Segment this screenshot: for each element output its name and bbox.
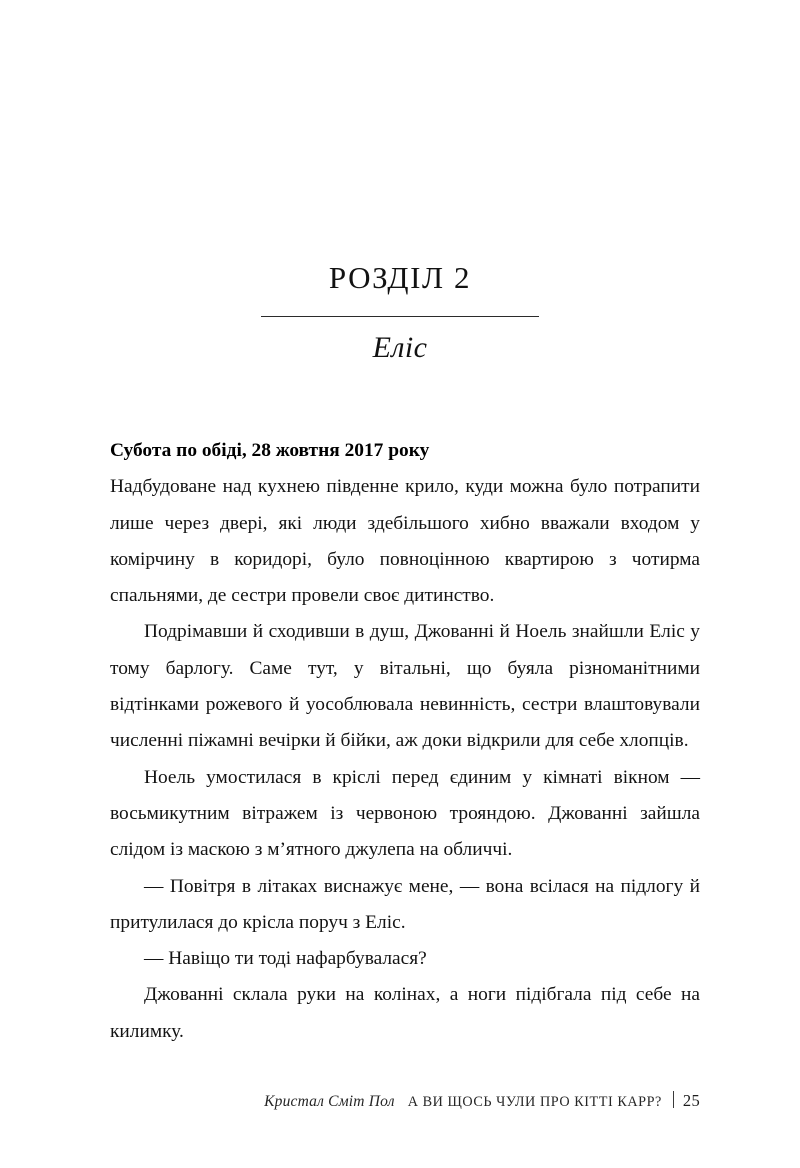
paragraph: Ноель умостилася в кріслі перед єдиним у кімнаті вікном — восьмикутним вітражем із червоною трояндою. Джованні зайшла слідом із маскою з м’ятного джулепа на обличчі. (110, 766, 700, 861)
paragraph: Джованні склала руки на колінах, а ноги підібгала під себе на килимку. (110, 984, 700, 1042)
running-footer (110, 1089, 700, 1111)
footer-author-name: Кристал Сміт Пол (264, 1093, 395, 1110)
date-heading: Субота по обіді, 28 жовтня 2017 року (110, 440, 430, 461)
footer-separator-rule (673, 1091, 674, 1108)
chapter-number: РОЗДІЛ 2 (328, 260, 472, 295)
body-text-block (110, 433, 700, 1050)
dialogue-paragraph: — Навіщо ти тоді нафарбувалася? (144, 948, 427, 970)
page-number: 25 (682, 1091, 700, 1110)
paragraph: Надбудоване над кухнею південне крило, куди можна було потрапити лише через двері, які люди здебільшого хибно вважали входом у комірчину в коридорі, було повноцінною квартирою з чотирма спальнями, де сестри провели своє дитинство. (110, 476, 700, 607)
chapter-divider-rule (261, 316, 539, 317)
paragraph: Подрімавши й сходивши в душ, Джованні й Ноель знайшли Еліс у тому барлогу. Саме тут, у вітальні, що буяла різноманітними відтінками рожевого й уособлювала невинність, сестри влаштовували численні піжамні вечірки й бійки, аж доки відкрили для себе хлопців. (110, 621, 700, 752)
chapter-subtitle: Еліс (372, 330, 428, 364)
chapter-opener (0, 262, 800, 365)
footer-book-title: А ВИ ЩОСЬ ЧУЛИ ПРО КІТТІ КАРР? (407, 1094, 662, 1110)
dialogue-paragraph: — Повітря в літаках виснажує мене, — вона всілася на підлогу й притулилася до крісла поруч з Еліс. (110, 875, 700, 933)
